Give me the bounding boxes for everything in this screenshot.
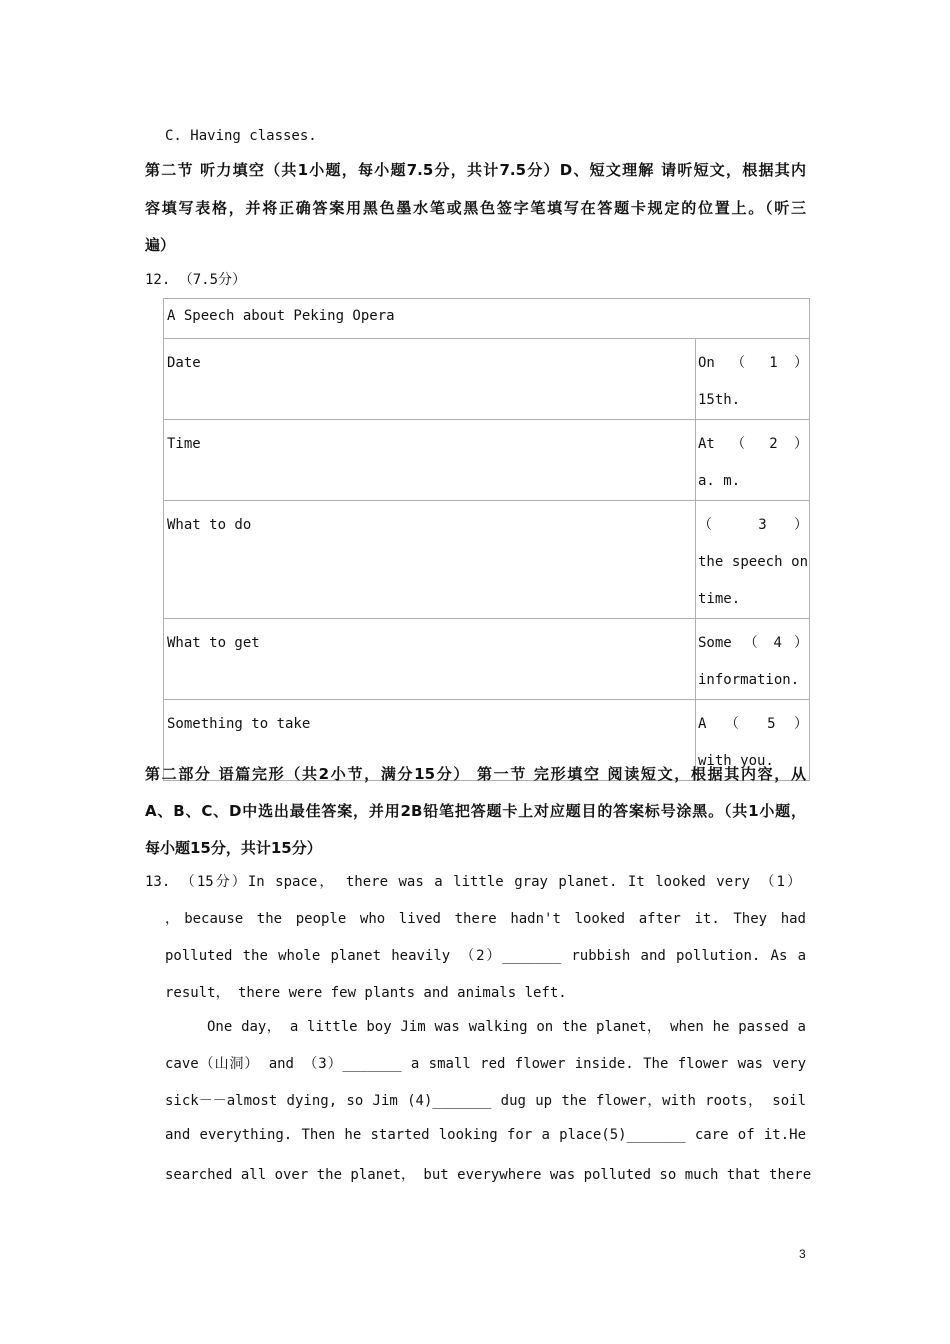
- table-title-row: [164, 299, 810, 339]
- row-label: Date: [164, 339, 696, 420]
- part2-header-line-2: A、B、C、D中选出最佳答案，并用2B铅笔把答题卡上对应题目的答案标号涂黑。（共1小题，: [145, 802, 806, 820]
- value-line: time.: [698, 591, 741, 607]
- q13-para1-line-1: 13. （15分）In space， there was a little gray planet. It looked very （1）: [145, 874, 801, 890]
- table-title-text: A Speech about Peking Opera: [167, 308, 395, 324]
- answer-blank-5: A （ 5 ）: [698, 716, 809, 732]
- q13-para1-line-4: result， there were few plants and animals left.: [165, 985, 567, 1001]
- q13-para1-line-3: polluted the whole planet heavily （2）_______ rubbish and pollution. As a: [165, 948, 806, 964]
- value-line: the speech on: [698, 554, 809, 570]
- table-row: [164, 420, 810, 501]
- answer-blank-1: On （ 1 ）: [698, 355, 809, 371]
- section2-header-line-1: 第二节 听力填空（共1小题，每小题7.5分，共计7.5分）D、短文理解 请听短文，根据其内: [145, 161, 806, 179]
- section2-header-line-3: 遍）: [145, 236, 176, 254]
- table-row: [164, 501, 810, 619]
- answer-blank-2: At （ 2 ）: [698, 436, 809, 452]
- row-label: What to do: [164, 501, 696, 619]
- answer-blank-4: Some （ 4 ）: [698, 635, 809, 651]
- q13-para1-line-2: ，because the people who lived there hadn't looked after it. They had: [165, 911, 806, 927]
- q13-para2-line-5: searched all over the planet， but everywhere was polluted so much that there: [165, 1167, 812, 1183]
- row-value: [696, 339, 810, 420]
- row-value: [696, 501, 810, 619]
- q13-para2-line-3: sick－－almost dying, so Jim (4)_______ dug up the flower，with roots， soil: [165, 1093, 806, 1109]
- value-line: 15th.: [698, 392, 741, 408]
- section2-header-line-2: 容填写表格，并将正确答案用黑色墨水笔或黑色签字笔填写在答题卡规定的位置上。（听三: [145, 199, 806, 217]
- table-row: [164, 339, 810, 420]
- row-label: Something to take: [164, 700, 696, 781]
- row-value: [696, 619, 810, 700]
- value-line: information.: [698, 672, 800, 688]
- row-label: Time: [164, 420, 696, 501]
- answer-blank-3: （ 3 ）: [698, 517, 809, 533]
- question-12-label: 12. （7.5分）: [145, 272, 247, 288]
- part2-header-line-3: 每小题15分，共计15分）: [145, 839, 322, 857]
- q13-para2-line-1: One day， a little boy Jim was walking on the planet， when he passed a: [207, 1019, 806, 1035]
- row-label: What to get: [164, 619, 696, 700]
- page-number: 3: [799, 1247, 806, 1261]
- row-value: [696, 420, 810, 501]
- q13-para2-line-4: and everything. Then he started looking for a place(5)_______ care of it.He: [165, 1127, 806, 1143]
- value-line: a. m.: [698, 473, 741, 489]
- table-title: [164, 299, 810, 339]
- q13-para2-line-2: cave（山洞） and （3）_______ a small red flower inside. The flower was very: [165, 1056, 806, 1072]
- option-c: C. Having classes.: [165, 128, 317, 144]
- part2-header-line-1: 第二部分 语篇完形（共2小节，满分15分） 第一节 完形填空 阅读短文，根据其内容，从: [145, 765, 806, 783]
- value-line: with you.: [698, 753, 774, 769]
- table-row: [164, 619, 810, 700]
- peking-opera-table: [163, 298, 810, 781]
